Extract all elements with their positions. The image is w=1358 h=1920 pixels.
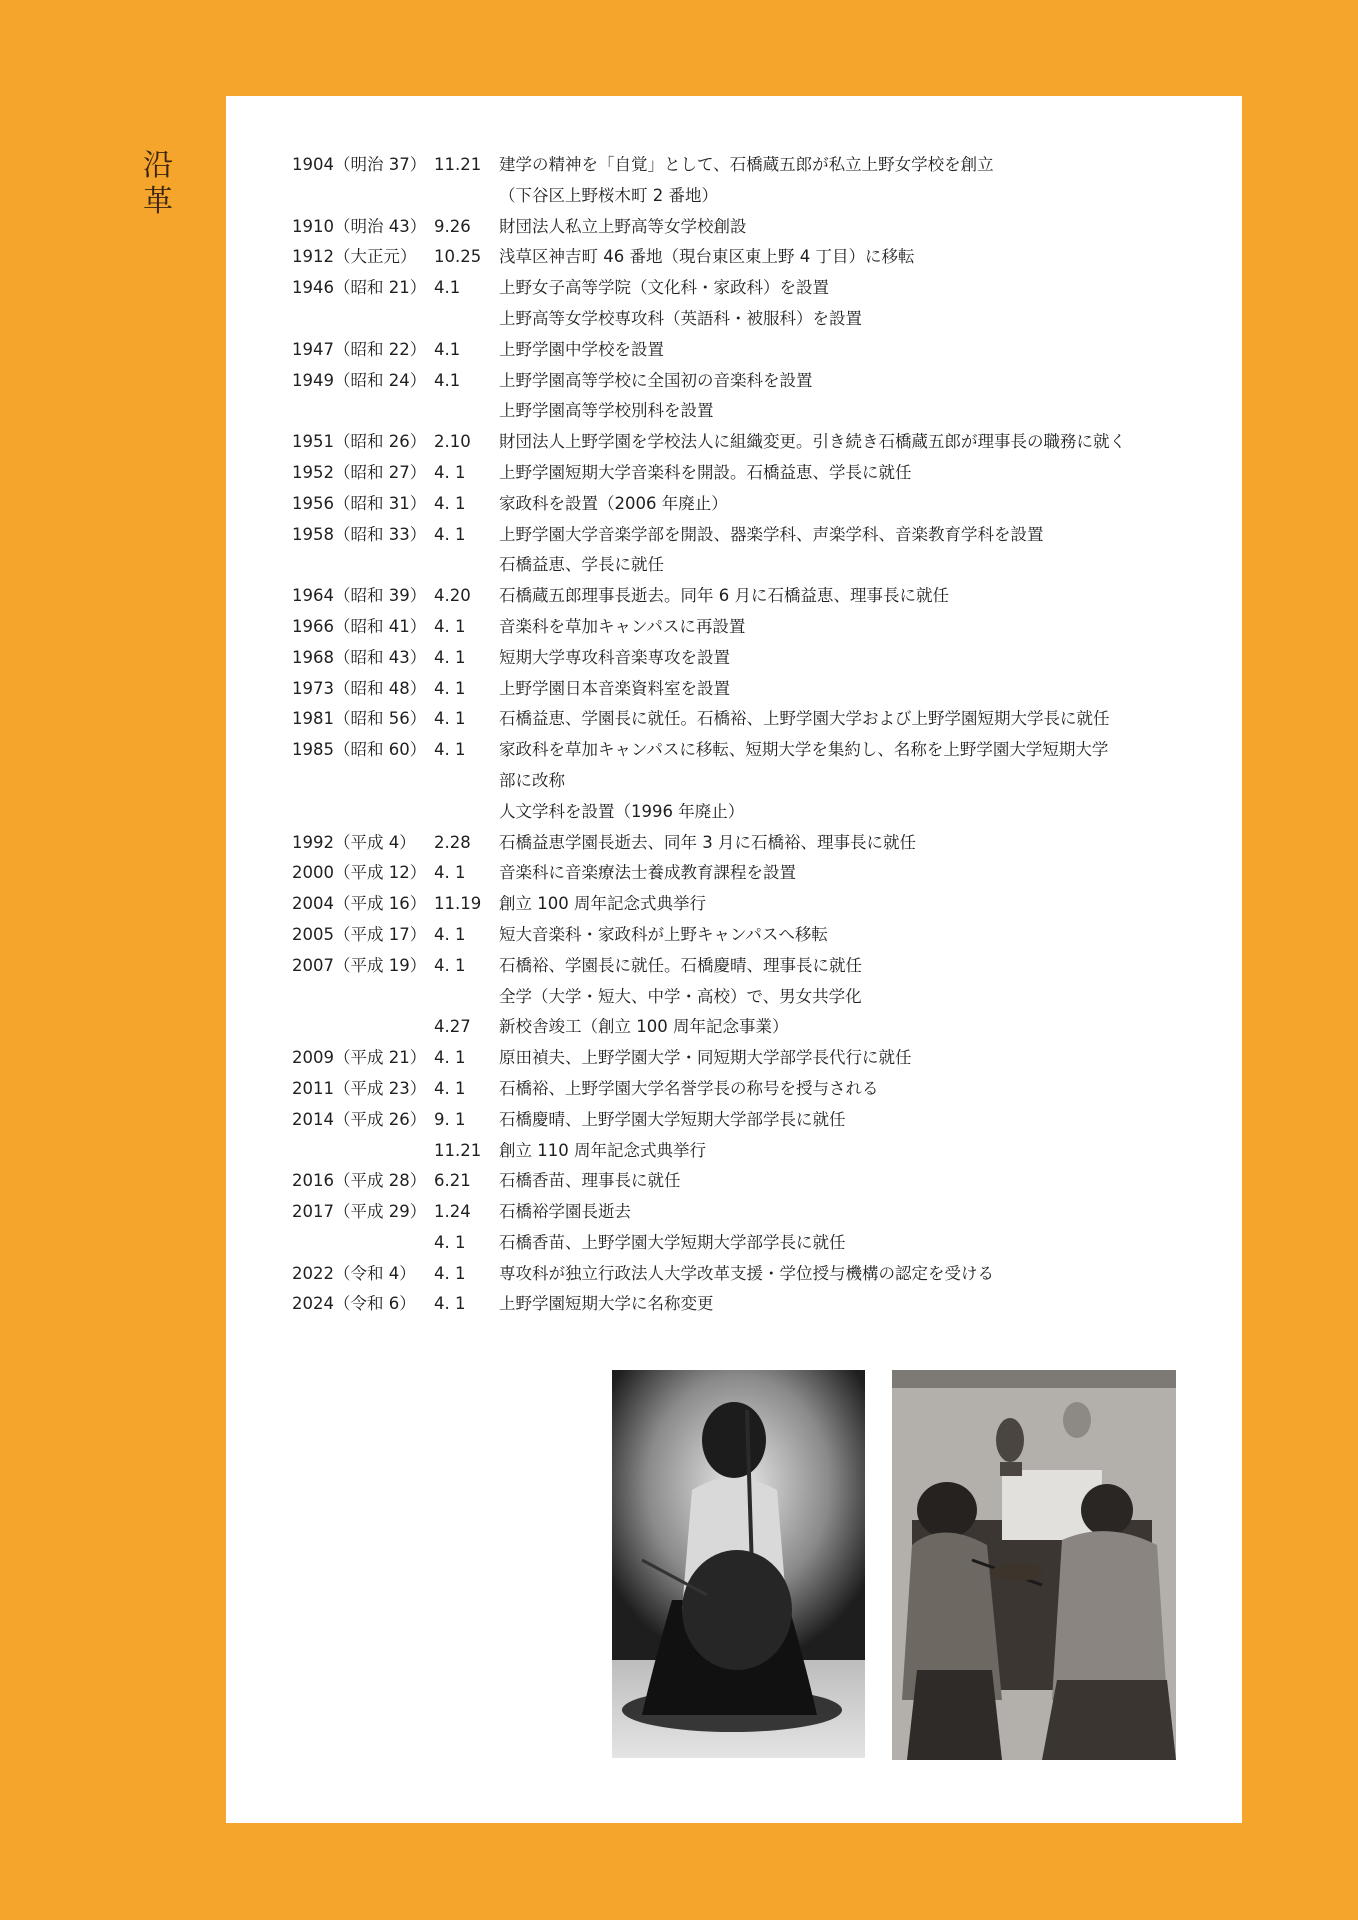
timeline-date: 4. 1 <box>434 740 466 760</box>
timeline-year <box>292 982 434 1013</box>
timeline-year: 1956（昭和 31） <box>292 493 427 513</box>
timeline-year: 1968（昭和 43） <box>292 647 427 667</box>
timeline-event: 上野学園中学校を設置 <box>499 339 664 359</box>
timeline-year <box>292 304 434 335</box>
timeline-event: 財団法人私立上野高等女学校創設 <box>499 216 747 236</box>
timeline-row <box>292 427 1212 458</box>
timeline-row <box>292 1166 1212 1197</box>
timeline-event: 部に改称 <box>499 770 565 790</box>
timeline-event: 短大音楽科・家政科が上野キャンパスへ移転 <box>499 924 828 944</box>
timeline-event: 人文学科を設置（1996 年廃止） <box>499 801 745 821</box>
timeline-year: 2014（平成 26） <box>292 1109 427 1129</box>
timeline-row <box>292 581 1212 612</box>
timeline-year: 1981（昭和 56） <box>292 709 427 729</box>
timeline-date: 4. 1 <box>434 924 466 944</box>
timeline-year: 2011（平成 23） <box>292 1078 427 1098</box>
timeline-event: 原田禎夫、上野学園大学・同短期大学部学長代行に就任 <box>499 1048 912 1068</box>
timeline-row <box>292 273 1212 304</box>
content-panel <box>226 96 1242 1823</box>
timeline-date: 11.21 <box>434 1140 482 1160</box>
timeline-row <box>292 458 1212 489</box>
section-title-char: 革 <box>143 184 173 219</box>
timeline-date: 4. 1 <box>434 1294 466 1314</box>
timeline-date: 9. 1 <box>434 1109 466 1129</box>
timeline-row <box>292 1289 1212 1320</box>
timeline-date: 4.27 <box>434 1017 471 1037</box>
timeline-row <box>292 1259 1212 1290</box>
timeline-event: 音楽科を草加キャンパスに再設置 <box>499 616 746 636</box>
violin-piano-photo <box>892 1370 1176 1760</box>
timeline-row <box>292 335 1212 366</box>
timeline-event: 新校舎竣工（創立 100 周年記念事業） <box>499 1017 789 1037</box>
timeline-date: 4. 1 <box>434 616 466 636</box>
timeline-event: 石橋慶晴、上野学園大学短期大学部学長に就任 <box>499 1109 846 1129</box>
timeline-date: 4. 1 <box>434 524 466 544</box>
timeline-event: 上野学園大学音楽学部を開設、器楽学科、声楽学科、音楽教育学科を設置 <box>499 524 1044 544</box>
section-title <box>138 148 178 220</box>
timeline-date: 4. 1 <box>434 493 466 513</box>
timeline-year: 2007（平成 19） <box>292 955 427 975</box>
timeline-year: 1985（昭和 60） <box>292 740 427 760</box>
timeline-date <box>434 797 499 828</box>
timeline-date: 9.26 <box>434 216 471 236</box>
timeline-event: 石橋香苗、理事長に就任 <box>499 1171 681 1191</box>
timeline-year: 2022（令和 4） <box>292 1263 416 1283</box>
timeline-row <box>292 1197 1212 1228</box>
timeline-event: 上野学園高等学校別科を設置 <box>499 401 714 421</box>
timeline-date: 4. 1 <box>434 1048 466 1068</box>
timeline-event: 創立 110 周年記念式典挙行 <box>499 1140 706 1160</box>
timeline-row <box>292 1105 1212 1136</box>
timeline-row <box>292 181 1212 212</box>
timeline-row <box>292 304 1212 335</box>
history-timeline <box>292 150 1212 1320</box>
timeline-year: 1952（昭和 27） <box>292 462 427 482</box>
timeline-year: 2005（平成 17） <box>292 924 427 944</box>
timeline-date <box>434 982 499 1013</box>
timeline-row <box>292 612 1212 643</box>
timeline-date: 6.21 <box>434 1171 471 1191</box>
timeline-date: 2.28 <box>434 832 471 852</box>
timeline-row <box>292 1043 1212 1074</box>
timeline-date: 4. 1 <box>434 709 466 729</box>
timeline-row <box>292 920 1212 951</box>
timeline-event: 上野学園日本音楽資料室を設置 <box>499 678 730 698</box>
timeline-row <box>292 674 1212 705</box>
timeline-row <box>292 735 1212 766</box>
timeline-event: 浅草区神吉町 46 番地（現台東区東上野 4 丁目）に移転 <box>499 247 915 267</box>
timeline-year: 2000（平成 12） <box>292 863 427 883</box>
timeline-row <box>292 1012 1212 1043</box>
timeline-row <box>292 489 1212 520</box>
timeline-year: 1949（昭和 24） <box>292 370 427 390</box>
timeline-date: 4.1 <box>434 370 461 390</box>
timeline-date: 4.1 <box>434 278 461 298</box>
timeline-year: 1910（明治 43） <box>292 216 427 236</box>
timeline-row <box>292 212 1212 243</box>
timeline-year <box>292 1228 434 1259</box>
timeline-year <box>292 396 434 427</box>
timeline-row <box>292 396 1212 427</box>
timeline-year: 2017（平成 29） <box>292 1202 427 1222</box>
timeline-date: 2.10 <box>434 432 471 452</box>
timeline-date <box>434 304 499 335</box>
timeline-date: 10.25 <box>434 247 482 267</box>
timeline-year: 1992（平成 4） <box>292 832 416 852</box>
timeline-year <box>292 1012 434 1043</box>
timeline-event: 専攻科が独立行政法人大学改革支援・学位授与機構の認定を受ける <box>499 1263 994 1283</box>
timeline-row <box>292 366 1212 397</box>
timeline-event: 上野学園高等学校に全国初の音楽科を設置 <box>499 370 813 390</box>
timeline-event: 短期大学専攻科音楽専攻を設置 <box>499 647 730 667</box>
timeline-date: 4. 1 <box>434 647 466 667</box>
timeline-date: 4. 1 <box>434 1078 466 1098</box>
timeline-date: 4.1 <box>434 339 461 359</box>
section-title-char: 沿 <box>143 148 173 183</box>
timeline-row <box>292 951 1212 982</box>
timeline-event: 上野学園短期大学に名称変更 <box>499 1294 714 1314</box>
timeline-event: 石橋裕、学園長に就任。石橋慶晴、理事長に就任 <box>499 955 862 975</box>
timeline-row <box>292 982 1212 1013</box>
timeline-row <box>292 1074 1212 1105</box>
timeline-event: 創立 100 周年記念式典挙行 <box>499 894 706 914</box>
timeline-event: 上野女子高等学院（文化科・家政科）を設置 <box>499 278 829 298</box>
timeline-year <box>292 797 434 828</box>
timeline-event: 石橋益恵、学園長に就任。石橋裕、上野学園大学および上野学園短期大学長に就任 <box>499 709 1110 729</box>
timeline-event: 家政科を草加キャンパスに移転、短期大学を集約し、名称を上野学園大学短期大学 <box>499 740 1109 760</box>
timeline-year: 1966（昭和 41） <box>292 616 427 636</box>
timeline-event: （下谷区上野桜木町 2 番地） <box>499 185 718 205</box>
timeline-date <box>434 550 499 581</box>
timeline-row <box>292 766 1212 797</box>
timeline-date <box>434 181 499 212</box>
timeline-year <box>292 550 434 581</box>
timeline-year: 1946（昭和 21） <box>292 278 427 298</box>
timeline-event: 石橋蔵五郎理事長逝去。同年 6 月に石橋益恵、理事長に就任 <box>499 586 949 606</box>
timeline-event: 石橋裕、上野学園大学名誉学長の称号を授与される <box>499 1078 879 1098</box>
timeline-event: 石橋益恵、学長に就任 <box>499 555 664 575</box>
timeline-row <box>292 889 1212 920</box>
timeline-row <box>292 1136 1212 1167</box>
timeline-year: 2004（平成 16） <box>292 894 427 914</box>
timeline-date: 4. 1 <box>434 1232 466 1252</box>
timeline-date: 4. 1 <box>434 863 466 883</box>
timeline-row <box>292 150 1212 181</box>
timeline-date: 4. 1 <box>434 955 466 975</box>
timeline-row <box>292 550 1212 581</box>
timeline-date: 11.19 <box>434 894 482 914</box>
timeline-year: 2009（平成 21） <box>292 1048 427 1068</box>
timeline-year: 1947（昭和 22） <box>292 339 427 359</box>
timeline-row <box>292 797 1212 828</box>
timeline-event: 財団法人上野学園を学校法人に組織変更。引き続き石橋蔵五郎が理事長の職務に就く <box>499 432 1126 452</box>
timeline-row <box>292 704 1212 735</box>
timeline-row <box>292 643 1212 674</box>
timeline-event: 石橋益恵学園長逝去、同年 3 月に石橋裕、理事長に就任 <box>499 832 916 852</box>
timeline-year: 1958（昭和 33） <box>292 524 427 544</box>
timeline-year: 2024（令和 6） <box>292 1294 416 1314</box>
cello-player-photo <box>612 1370 865 1758</box>
timeline-row <box>292 858 1212 889</box>
timeline-year <box>292 181 434 212</box>
timeline-year: 1964（昭和 39） <box>292 586 427 606</box>
timeline-year: 1973（昭和 48） <box>292 678 427 698</box>
timeline-row <box>292 1228 1212 1259</box>
timeline-date: 4. 1 <box>434 462 466 482</box>
timeline-year: 2016（平成 28） <box>292 1171 427 1191</box>
timeline-date: 4.20 <box>434 586 471 606</box>
timeline-row <box>292 242 1212 273</box>
timeline-event: 上野学園短期大学音楽科を開設。石橋益恵、学長に就任 <box>499 462 912 482</box>
timeline-event: 全学（大学・短大、中学・高校）で、男女共学化 <box>499 986 862 1006</box>
timeline-year: 1904（明治 37） <box>292 155 427 174</box>
timeline-date: 1.24 <box>434 1202 471 1222</box>
timeline-year <box>292 1136 434 1167</box>
timeline-date <box>434 766 499 797</box>
timeline-event: 石橋香苗、上野学園大学短期大学部学長に就任 <box>499 1232 846 1252</box>
timeline-event: 音楽科に音楽療法士養成教育課程を設置 <box>499 863 796 883</box>
timeline-event: 上野高等女学校専攻科（英語科・被服科）を設置 <box>499 308 862 328</box>
timeline-event: 建学の精神を「自覚」として、石橋蔵五郎が私立上野女学校を創立 <box>499 155 994 174</box>
timeline-year <box>292 766 434 797</box>
timeline-event: 石橋裕学園長逝去 <box>499 1202 631 1222</box>
timeline-year: 1951（昭和 26） <box>292 432 427 452</box>
timeline-date: 4. 1 <box>434 678 466 698</box>
timeline-row <box>292 828 1212 859</box>
timeline-date: 4. 1 <box>434 1263 466 1283</box>
timeline-date <box>434 396 499 427</box>
timeline-event: 家政科を設置（2006 年廃止） <box>499 493 728 513</box>
timeline-year: 1912（大正元） <box>292 247 417 267</box>
timeline-date: 11.21 <box>434 155 482 174</box>
timeline-row <box>292 520 1212 551</box>
